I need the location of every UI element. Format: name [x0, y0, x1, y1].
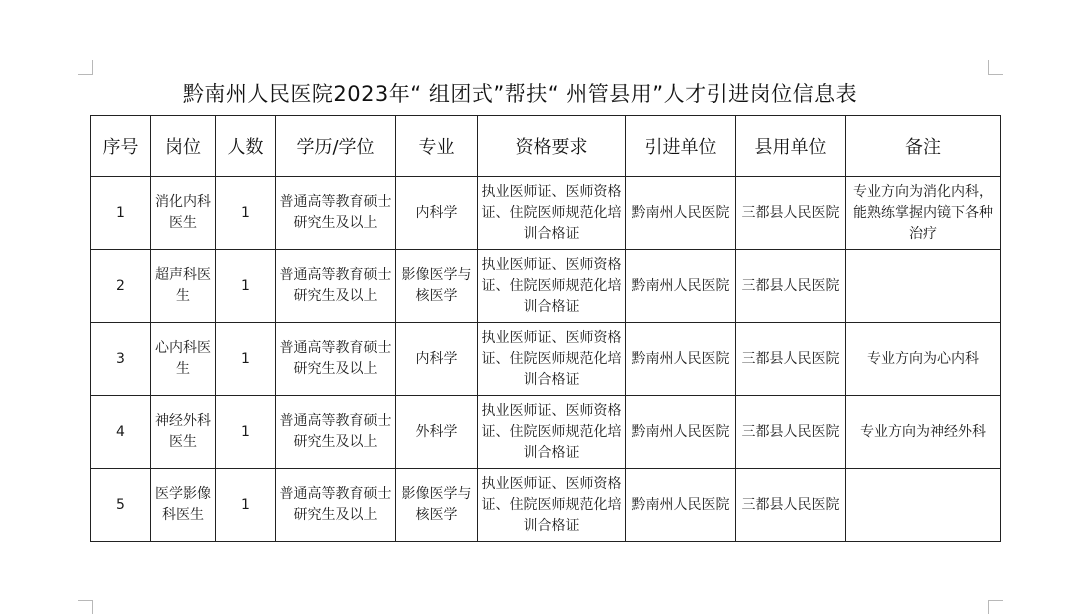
cell-major: 内科学: [396, 323, 478, 396]
cell-remark: 专业方向为消化内科，能熟练掌握内镜下各种治疗: [846, 177, 1001, 250]
cell-education: 普通高等教育硕士研究生及以上: [276, 323, 396, 396]
cell-education: 普通高等教育硕士研究生及以上: [276, 250, 396, 323]
crop-mark-bottom-right: [988, 600, 1003, 614]
cell-count: 1: [216, 177, 276, 250]
table-row: [91, 177, 1001, 250]
document-title: 黔南州人民医院2023年“ 组团式”帮扶“ 州管县用”人才引进岗位信息表: [182, 82, 858, 106]
cell-position: 消化内科医生: [151, 177, 216, 250]
header-cell-major: 专业: [396, 116, 478, 177]
cell-major: 内科学: [396, 177, 478, 250]
cell-count: 1: [216, 250, 276, 323]
cell-hiring-unit: 黔南州人民医院: [626, 177, 736, 250]
table-row: [91, 396, 1001, 469]
cell-county-unit: 三都县人民医院: [736, 250, 846, 323]
cell-position: 医学影像科医生: [151, 469, 216, 542]
cell-position: 神经外科医生: [151, 396, 216, 469]
cell-remark: 专业方向为心内科: [846, 323, 1001, 396]
crop-mark-bottom-left: [78, 600, 93, 614]
cell-qualification: 执业医师证、医师资格证、住院医师规范化培训合格证: [478, 250, 626, 323]
cell-qualification: 执业医师证、医师资格证、住院医师规范化培训合格证: [478, 396, 626, 469]
cell-no: 4: [91, 396, 151, 469]
cell-education: 普通高等教育硕士研究生及以上: [276, 177, 396, 250]
cell-hiring-unit: 黔南州人民医院: [626, 469, 736, 542]
cell-qualification: 执业医师证、医师资格证、住院医师规范化培训合格证: [478, 469, 626, 542]
cell-county-unit: 三都县人民医院: [736, 469, 846, 542]
cell-education: 普通高等教育硕士研究生及以上: [276, 396, 396, 469]
cell-hiring-unit: 黔南州人民医院: [626, 396, 736, 469]
cell-position: 心内科医生: [151, 323, 216, 396]
cell-no: 5: [91, 469, 151, 542]
cell-county-unit: 三都县人民医院: [736, 177, 846, 250]
crop-mark-top-right: [988, 60, 1003, 75]
cell-county-unit: 三都县人民医院: [736, 323, 846, 396]
cell-major: 影像医学与核医学: [396, 469, 478, 542]
position-info-table: [90, 115, 1001, 542]
cell-count: 1: [216, 469, 276, 542]
cell-county-unit: 三都县人民医院: [736, 396, 846, 469]
cell-no: 2: [91, 250, 151, 323]
cell-hiring-unit: 黔南州人民医院: [626, 323, 736, 396]
cell-remark: [846, 250, 1001, 323]
cell-remark: [846, 469, 1001, 542]
cell-count: 1: [216, 323, 276, 396]
cell-major: 影像医学与核医学: [396, 250, 478, 323]
cell-no: 1: [91, 177, 151, 250]
table-row: [91, 323, 1001, 396]
crop-mark-top-left: [78, 60, 93, 75]
header-cell-remark: 备注: [846, 116, 1001, 177]
cell-education: 普通高等教育硕士研究生及以上: [276, 469, 396, 542]
cell-major: 外科学: [396, 396, 478, 469]
header-cell-education: 学历/学位: [276, 116, 396, 177]
cell-no: 3: [91, 323, 151, 396]
header-cell-qualification: 资格要求: [478, 116, 626, 177]
header-cell-position: 岗位: [151, 116, 216, 177]
table-row: [91, 250, 1001, 323]
cell-remark: 专业方向为神经外科: [846, 396, 1001, 469]
header-cell-county-unit: 县用单位: [736, 116, 846, 177]
header-cell-no: 序号: [91, 116, 151, 177]
table-header-row: [91, 116, 1001, 177]
cell-hiring-unit: 黔南州人民医院: [626, 250, 736, 323]
cell-position: 超声科医生: [151, 250, 216, 323]
cell-count: 1: [216, 396, 276, 469]
cell-qualification: 执业医师证、医师资格证、住院医师规范化培训合格证: [478, 323, 626, 396]
header-cell-hiring-unit: 引进单位: [626, 116, 736, 177]
cell-qualification: 执业医师证、医师资格证、住院医师规范化培训合格证: [478, 177, 626, 250]
header-cell-count: 人数: [216, 116, 276, 177]
table-row: [91, 469, 1001, 542]
